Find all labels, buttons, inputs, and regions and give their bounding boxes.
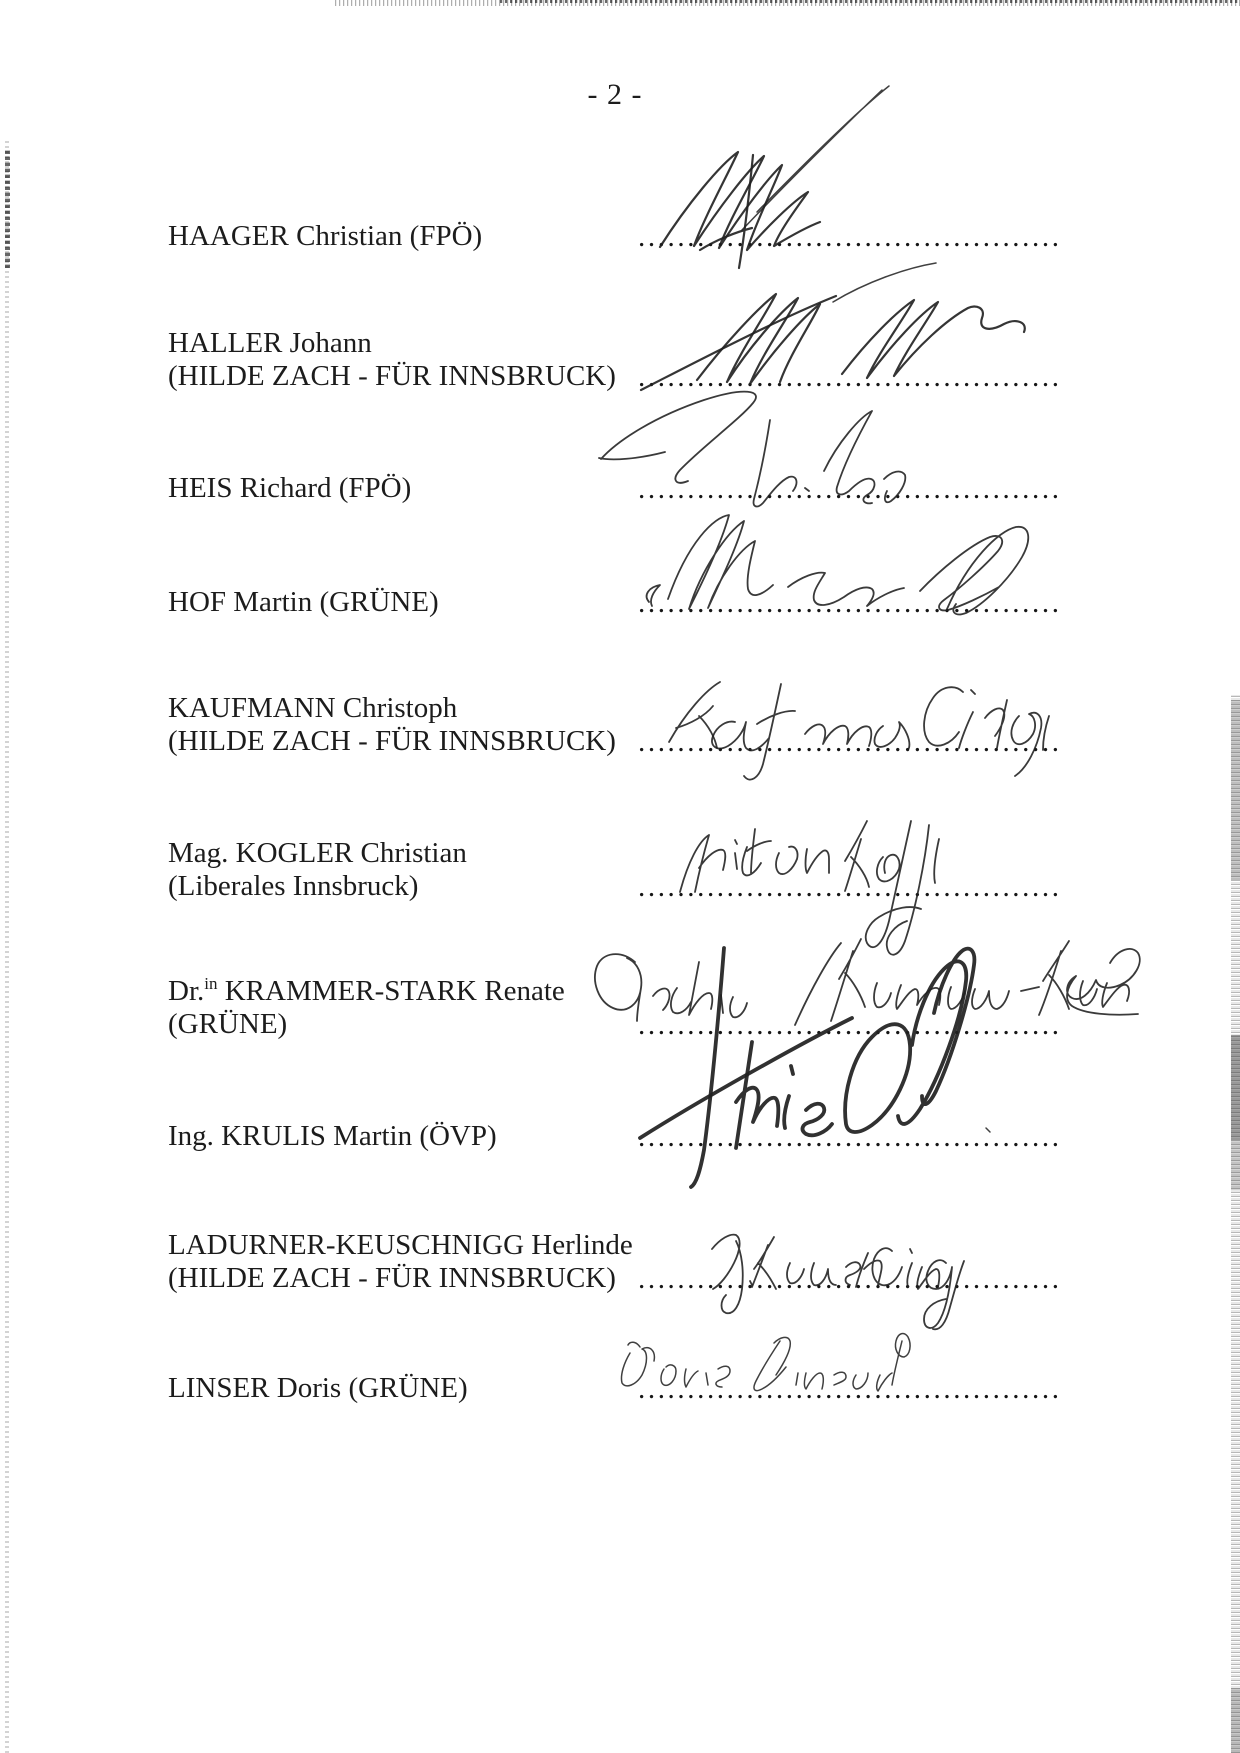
scan-edge-top-dark <box>500 0 1240 3</box>
member-name-text: KRAMMER-STARK Renate <box>217 975 565 1007</box>
dotted-signature-line: ........................................... <box>638 1263 1062 1295</box>
member-label <box>168 837 467 903</box>
member-name-line: HOF Martin (GRÜNE) <box>168 586 439 618</box>
member-name-line: LADURNER-KEUSCHNIGG Herlinde <box>168 1229 633 1261</box>
scan-edge-right-block <box>1231 700 1240 880</box>
member-label <box>168 1120 497 1153</box>
member-name-line: HAAGER Christian (FPÖ) <box>168 220 483 252</box>
member-label <box>168 327 616 393</box>
member-label <box>168 1372 468 1405</box>
member-label <box>168 967 565 1041</box>
member-party-line: (HILDE ZACH - FÜR INNSBRUCK) <box>168 1262 616 1294</box>
member-name-line: LINSER Doris (GRÜNE) <box>168 1372 468 1404</box>
dotted-signature-line: ........................................... <box>638 726 1062 758</box>
member-party-line: (HILDE ZACH - FÜR INNSBRUCK) <box>168 360 616 392</box>
scan-edge-left-dark <box>5 148 10 268</box>
member-name-line: Mag. KOGLER Christian <box>168 837 467 869</box>
dotted-signature-line: ........................................... <box>638 473 1062 505</box>
dotted-signature-line: ........................................... <box>638 871 1062 903</box>
member-label <box>168 472 411 505</box>
member-label <box>168 220 482 253</box>
member-name-line: HEIS Richard (FPÖ) <box>168 472 412 504</box>
member-party-line: (Liberales Innsbruck) <box>168 870 419 902</box>
member-name-line: Ing. KRULIS Martin (ÖVP) <box>168 1120 497 1152</box>
dotted-signature-line: ........................................... <box>638 1009 1062 1041</box>
dotted-signature-line: ........................................... <box>638 1121 1062 1153</box>
title-prefix: Dr. <box>168 975 205 1007</box>
title-superscript: in <box>204 974 218 993</box>
member-name-line: HALLER Johann <box>168 327 372 359</box>
member-party-line: (HILDE ZACH - FÜR INNSBRUCK) <box>168 725 616 757</box>
member-label <box>168 1229 633 1295</box>
member-party-line: (GRÜNE) <box>168 1008 288 1040</box>
scan-edge-right-block <box>1231 1688 1240 1753</box>
dotted-signature-line: ........................................... <box>638 221 1062 253</box>
scan-edge-right-block <box>1231 1035 1240 1140</box>
scan-edge-right-block <box>1231 1140 1240 1190</box>
member-label <box>168 692 616 758</box>
member-name-line <box>168 967 565 1008</box>
dotted-signature-line: ........................................... <box>638 1373 1062 1405</box>
member-label <box>168 586 439 619</box>
member-name-line: KAUFMANN Christoph <box>168 692 458 724</box>
dotted-signature-line: ........................................... <box>638 587 1062 619</box>
page-number: - 2 - <box>587 78 643 111</box>
scan-edge-left <box>5 138 9 1753</box>
dotted-signature-line: ........................................... <box>638 361 1062 393</box>
